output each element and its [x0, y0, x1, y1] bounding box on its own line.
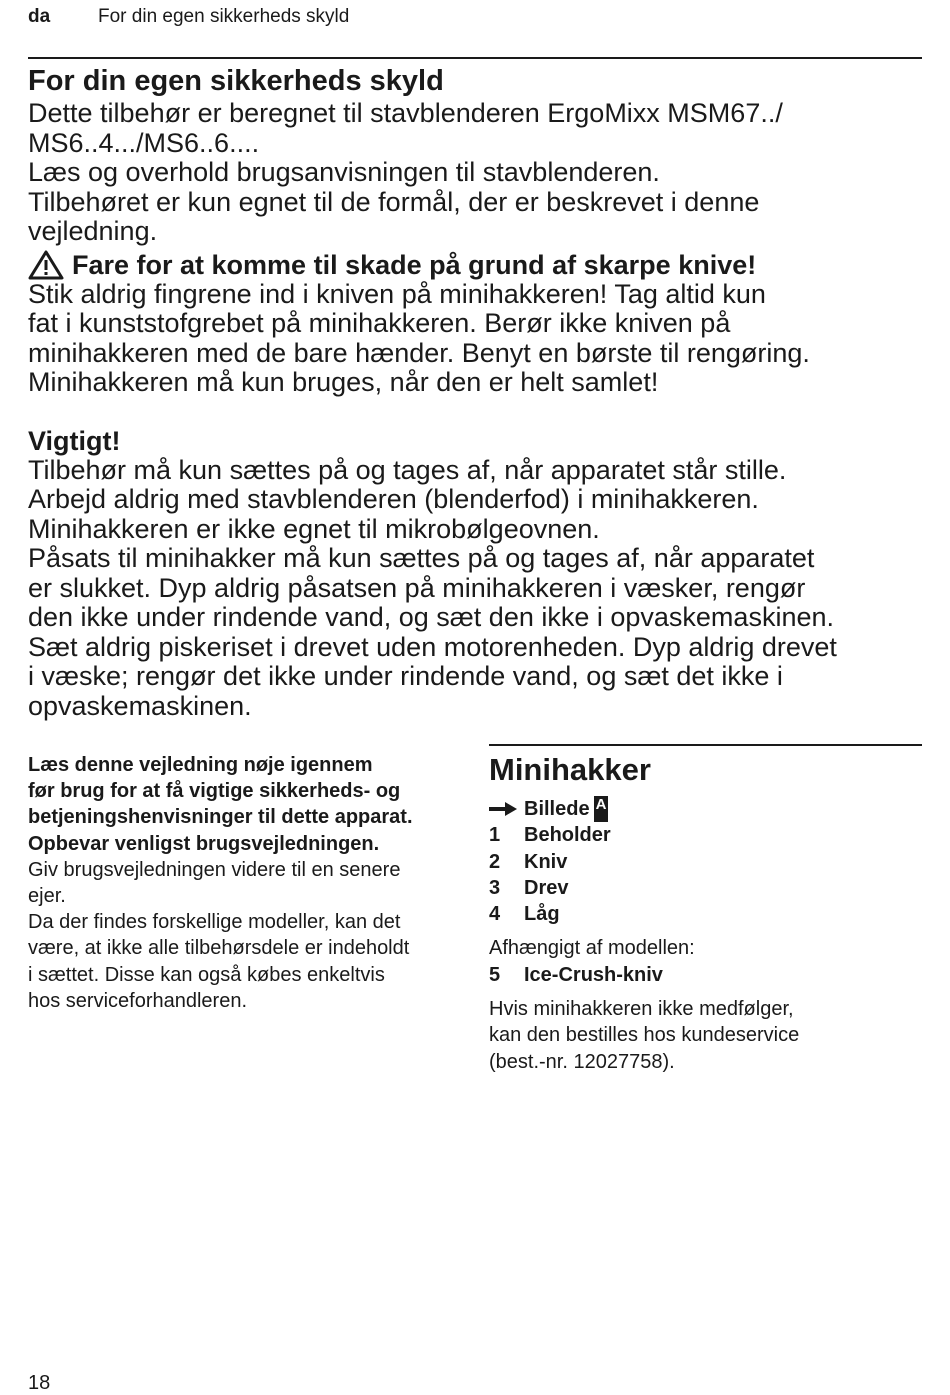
page-number: 18 — [28, 1372, 51, 1394]
item-number: 4 — [489, 903, 501, 926]
text-line: Minihakkeren må kun bruges, når den er helt samlet! — [28, 367, 659, 397]
list-item — [489, 822, 922, 848]
text-line: opvaskemaskinen. — [28, 690, 252, 721]
text-line: (best.-nr. 12027758). — [489, 1050, 675, 1073]
text-line: vejledning. — [28, 216, 158, 246]
text-line: Stik aldrig fingrene ind i kniven på minihakkeren! Tag altid kun — [28, 278, 766, 309]
arrow-right-icon — [489, 796, 524, 822]
text-line: Opbevar venligst brugsvejledningen. — [28, 832, 380, 855]
item-number: 2 — [489, 850, 501, 873]
section-heading: For din egen sikkerheds skyld — [28, 65, 444, 97]
picture-badge: A — [594, 796, 609, 822]
page-header — [28, 6, 349, 28]
list-item — [489, 962, 922, 988]
safety-section — [28, 63, 922, 721]
minihakker-heading: Minihakker — [489, 752, 651, 787]
item-label: Låg — [524, 903, 560, 926]
language-code: da — [28, 6, 51, 27]
header-title: For din egen sikkerheds skyld — [98, 6, 350, 27]
intro-text — [28, 99, 922, 247]
text-line: Giv brugsvejledningen videre til en senere — [28, 858, 401, 881]
warning-triangle-icon — [28, 250, 64, 280]
text-line: være, at ikke alle tilbehørsdele er indeholdt — [28, 937, 410, 960]
text-line: MS6..4.../MS6..6.... — [28, 127, 260, 158]
text-line: Hvis minihakkeren ikke medfølger, — [489, 998, 794, 1021]
text-line: Tilbehør må kun sættes på og tages af, når apparatet står stille. — [28, 454, 787, 485]
text-line: fat i kunststofgrebet på minihakkeren. Berør ikke kniven på — [28, 308, 731, 338]
warning-heading — [28, 250, 922, 280]
list-item — [489, 849, 922, 875]
text-line: minihakkeren med de bare hænder. Benyt en børste til rengøring. — [28, 337, 810, 368]
item-number: 3 — [489, 876, 501, 899]
header-rule — [28, 57, 922, 59]
important-text — [28, 456, 922, 722]
warning-text — [28, 280, 922, 398]
item-label: Kniv — [524, 850, 568, 873]
item-label: Ice-Crush-kniv — [524, 963, 663, 986]
model-dependent-note: Afhængigt af modellen: — [489, 937, 695, 960]
text-line: betjeningshenvisninger til dette apparat. — [28, 806, 413, 829]
text-line: den ikke under rindende vand, og sæt den ikke i opvaskemaskinen. — [28, 602, 834, 632]
text-line: Arbejd aldrig med stavblenderen (blenderfod) i minihakkeren. — [28, 484, 759, 514]
item-number: 5 — [489, 963, 501, 986]
text-line: i sættet. Disse kan også købes enkeltvis — [28, 963, 385, 986]
minihakker-section — [489, 744, 922, 1075]
text-line: Læs denne vejledning nøje igennem — [28, 754, 373, 776]
text-line: Da der findes forskellige modeller, kan det — [28, 911, 401, 934]
text-line: Sæt aldrig piskeriset i drevet uden motorenheden. Dyp aldrig drevet — [28, 631, 837, 662]
text-line: er slukket. Dyp aldrig påsatsen på minihakkeren i væsker, rengør — [28, 572, 806, 603]
section-rule — [489, 744, 922, 746]
text-line: Dette tilbehør er beregnet til stavblenderen ErgoMixx MSM67../ — [28, 98, 783, 128]
picture-reference — [489, 796, 922, 822]
text-line: Påsats til minihakker må kun sættes på og tages af, når apparatet — [28, 543, 815, 573]
order-note — [489, 996, 922, 1075]
text-line: før brug for at få vigtige sikkerheds- og — [28, 780, 401, 803]
picture-label: Billede — [524, 798, 590, 820]
text-line: kan den bestilles hos kundeservice — [489, 1024, 800, 1047]
text-line: i væske; rengør det ikke under rindende vand, og sæt det ikke i — [28, 661, 783, 691]
read-instructions-column — [28, 752, 468, 1014]
warning-title: Fare for at komme til skade på grund af skarpe knive! — [72, 249, 757, 280]
important-heading: Vigtigt! — [28, 425, 121, 456]
item-label: Beholder — [524, 824, 611, 847]
list-item — [489, 875, 922, 901]
item-label: Drev — [524, 876, 569, 899]
list-item — [489, 901, 922, 927]
text-line: Tilbehøret er kun egnet til de formål, der er beskrevet i denne — [28, 186, 760, 217]
text-line: hos serviceforhandleren. — [28, 989, 248, 1012]
text-line: Læs og overhold brugsanvisningen til stavblenderen. — [28, 157, 660, 187]
text-line: Minihakkeren er ikke egnet til mikrobølgeovnen. — [28, 513, 600, 544]
text-line: ejer. — [28, 885, 66, 908]
item-number: 1 — [489, 824, 501, 847]
